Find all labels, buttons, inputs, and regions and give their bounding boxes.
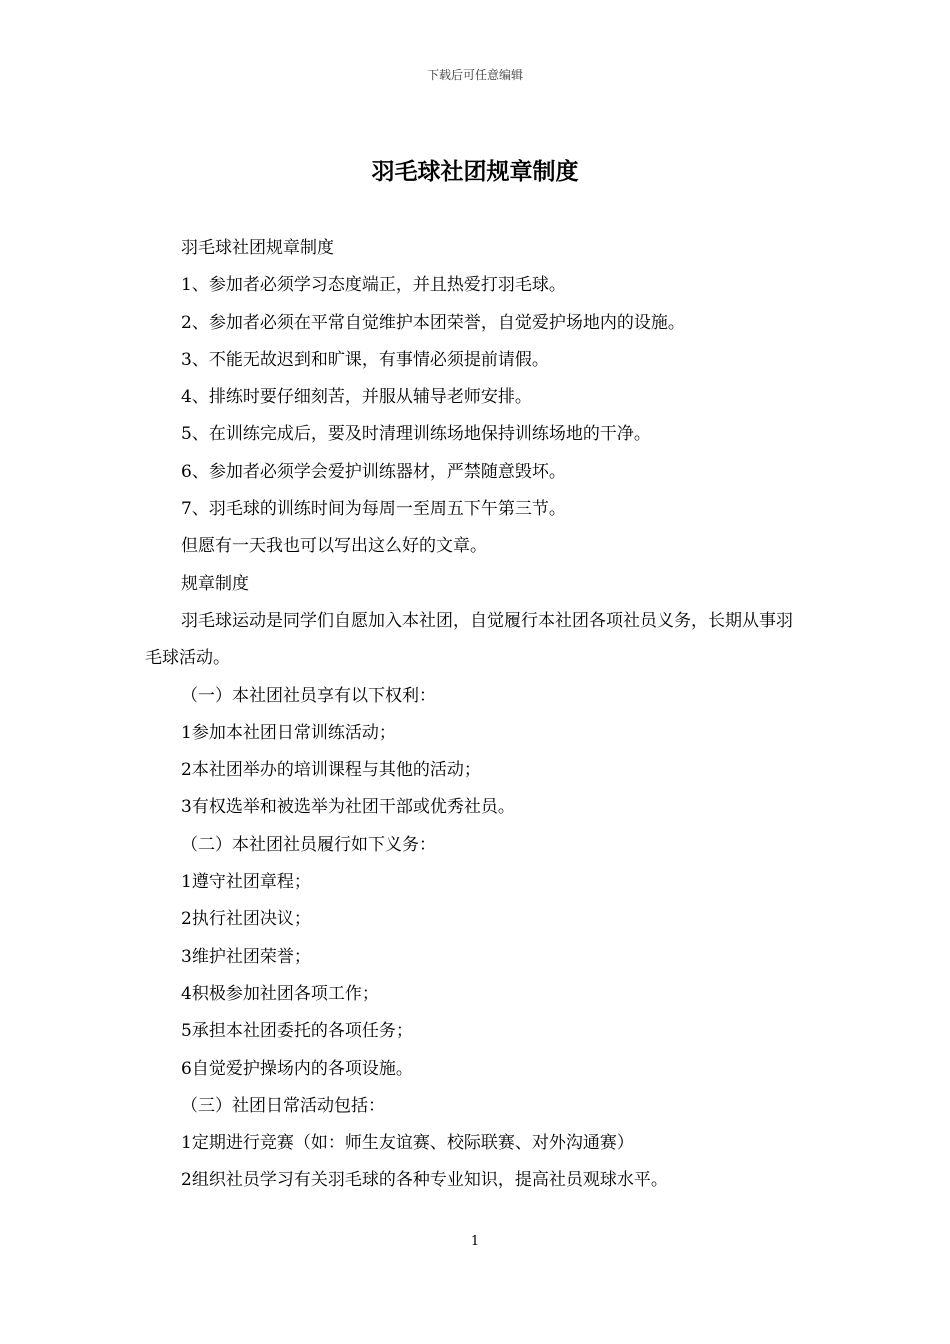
paragraph: 4、排练时要仔细刻苦，并服从辅导老师安排。 (181, 387, 532, 408)
paragraph: 羽毛球运动是同学们自愿加入本社团，自觉履行本社团各项社员义务，长期从事羽毛球活动。 (145, 610, 793, 669)
page-number: 1 (470, 1234, 480, 1249)
document-title: 羽毛球社团规章制度 (371, 158, 579, 185)
paragraph: 但愿有一天我也可以写出这么好的文章。 (181, 536, 487, 557)
paragraph: 6自觉爱护操场内的各项设施。 (181, 1058, 413, 1079)
paragraph: 4积极参加社团各项工作； (181, 983, 379, 1004)
header-note: 下载后可任意编辑 (426, 68, 523, 82)
paragraph: （一）本社团社员享有以下权利： (181, 685, 436, 706)
paragraph: 2本社团举办的培训课程与其他的活动； (181, 760, 481, 781)
paragraph: 6、参加者必须学会爱护训练器材，严禁随意毁坏。 (181, 461, 566, 482)
paragraph: 3维护社团荣誉； (181, 946, 311, 967)
paragraph: 1遵守社团章程； (181, 872, 311, 893)
paragraph: 1参加本社团日常训练活动； (181, 722, 396, 743)
paragraph: 1定期进行竞赛（如：师生友谊赛、校际联赛、对外沟通赛） (181, 1133, 634, 1154)
paragraph: 羽毛球社团规章制度 (181, 238, 334, 258)
paragraph: 2组织社员学习有关羽毛球的各种专业知识，提高社员观球水平。 (181, 1170, 668, 1191)
paragraph: （三）社团日常活动包括： (181, 1095, 385, 1116)
paragraph: （二）本社团社员履行如下义务： (181, 834, 436, 855)
paragraph: 5、在训练完成后，要及时清理训练场地保持训练场地的干净。 (181, 424, 651, 445)
paragraph: 规章制度 (181, 573, 249, 594)
paragraph: 7、羽毛球的训练时间为每周一至周五下午第三节。 (181, 499, 566, 520)
paragraph: 2执行社团决议； (181, 909, 311, 930)
paragraph: 2、参加者必须在平常自觉维护本团荣誉，自觉爱护场地内的设施。 (181, 312, 685, 333)
paragraph: 3、不能无故迟到和旷课，有事情必须提前请假。 (181, 349, 549, 370)
paragraph: 1、参加者必须学习态度端正，并且热爱打羽毛球。 (181, 275, 566, 296)
document-body (145, 230, 805, 1200)
paragraph: 3有权选举和被选举为社团干部或优秀社员。 (181, 797, 515, 818)
paragraph: 5承担本社团委托的各项任务； (181, 1021, 413, 1042)
